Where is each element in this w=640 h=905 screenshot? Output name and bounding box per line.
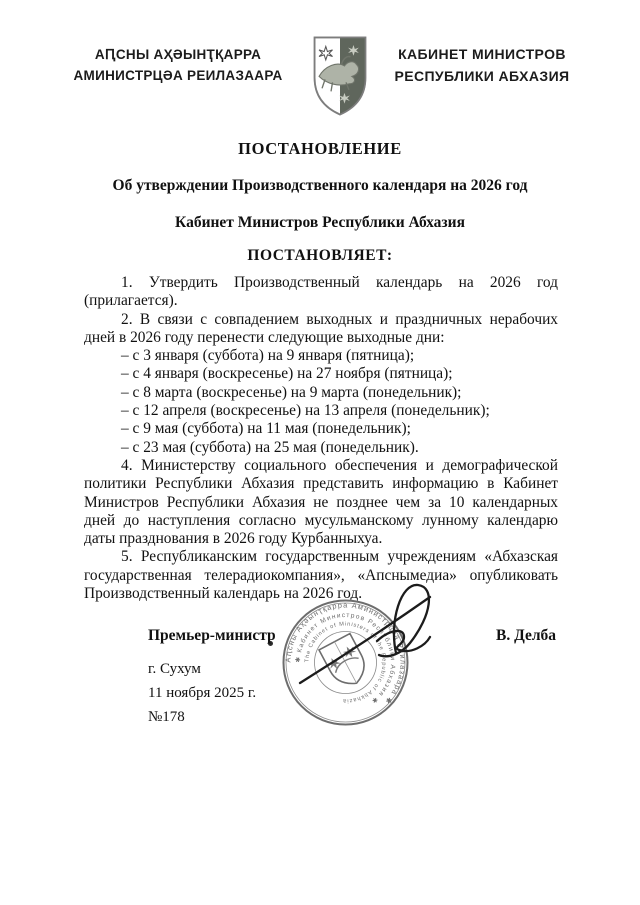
paragraph-4: 4. Министерству социального обеспечения и демографической политики Республики Абхазия представить информацию в Кабинет Министров Республики Абхазия не позднее чем за 10 календарных дней до наступления согласно мусульманскому лунному календарю даты празднования в 2026 году Курбанныхуа. (84, 456, 558, 548)
transfer-item: – с 3 января (суббота) на 9 января (пятница); (121, 347, 415, 365)
stamp-middle-ring-text: ✱ Кабинет Министров Республики Абхазия ✱ (294, 611, 397, 705)
document-subject: Об утверждении Производственного календаря на 2026 год (112, 177, 528, 194)
stamp-inner-ring-text: The Cabinet of Ministers of the Republic of Abkhazia (304, 621, 387, 704)
transfer-item: – с 12 апреля (воскресенье) на 13 апреля (понедельник); (121, 402, 490, 420)
transfer-item: – с 9 мая (суббота) на 11 мая (понедельник); (121, 420, 411, 438)
paragraph-5: 5. Республиканским государственным учреждениям «Абхазская государственная телерадиокомпания», «Апснымедиа» опубликовать Производственный календарь на 2026 год. (84, 548, 558, 603)
resolves-heading: ПОСТАНОВЛЯЕТ: (247, 247, 393, 264)
signer-name: В. Делба (496, 627, 557, 644)
document-body (84, 274, 558, 603)
org-name-abkhaz (40, 45, 316, 87)
letterhead (0, 40, 640, 130)
coat-of-arms-icon (299, 33, 381, 119)
transfer-item: – с 8 марта (воскресенье) на 9 марта (понедельник); (121, 383, 462, 401)
org-name-russian (386, 43, 578, 88)
transfer-item: – с 4 января (воскресенье) на 27 ноября (пятница); (121, 365, 453, 383)
org-name-russian-line2: РЕСПУБЛИКИ АБХАЗИЯ (394, 68, 570, 85)
document-date: 11 ноября 2025 г. (148, 685, 257, 701)
document-city: г. Сухум (148, 661, 201, 677)
document-issuer: Кабинет Министров Республики Абхазия (175, 214, 465, 231)
document-type-title: ПОСТАНОВЛЕНИЕ (238, 139, 402, 158)
signature-stroke (280, 575, 455, 715)
transfer-item: – с 23 мая (суббота) на 25 мая (понедельник). (121, 438, 419, 456)
stamp-outer-ring-text: Аԥсны Аҳәынҭқарра Аминистрцәа Реилазаара ✱ (283, 600, 408, 707)
org-name-russian-line1: КАБИНЕТ МИНИСТРОВ (398, 46, 566, 62)
org-name-abkhaz-line1: АԤСНЫ АҲӘЫНҬҚАРРА (94, 47, 262, 62)
signer-position: Премьер-министр (148, 627, 276, 644)
document-number: №178 (148, 709, 185, 725)
paragraph-2: 2. В связи с совпадением выходных и праздничных нерабочих дней в 2026 году перенести следующие выходные дни: (84, 310, 558, 346)
org-name-abkhaz-line2: АМИНИСТРЦӘА РЕИЛАЗААРА (73, 67, 283, 83)
paragraph-1: 1. Утвердить Производственный календарь на 2026 год (прилагается). (84, 274, 558, 310)
